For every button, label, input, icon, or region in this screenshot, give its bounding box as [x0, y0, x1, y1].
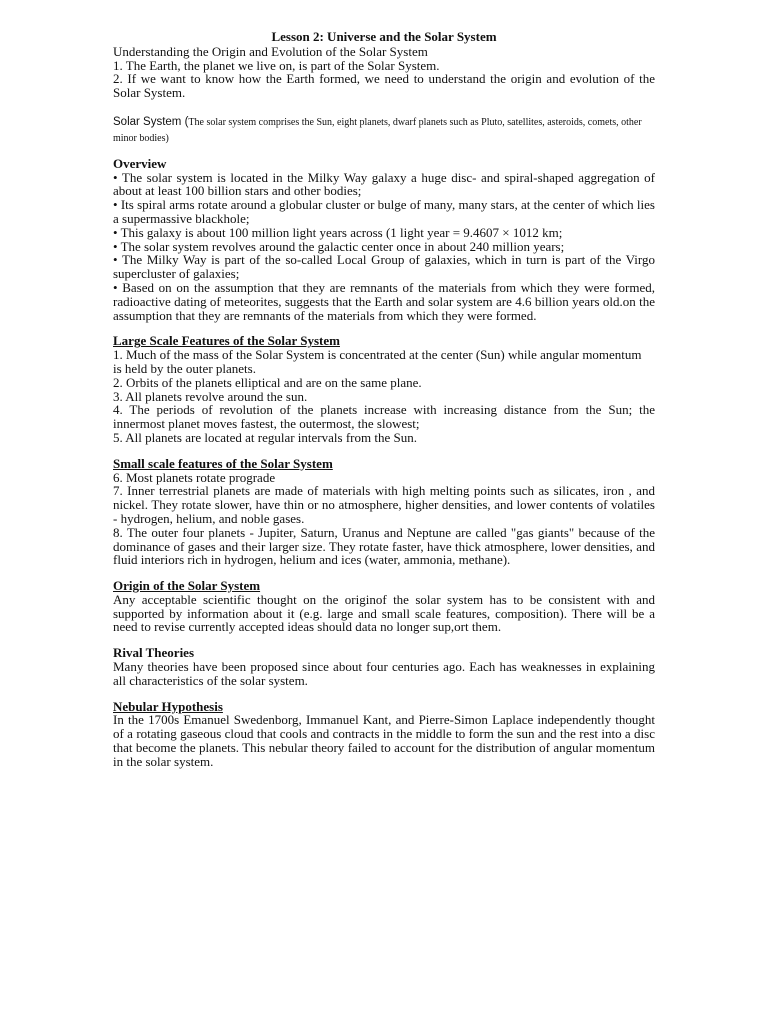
nebular-text: In the 1700s Emanuel Swedenborg, Immanuel Kant, and Pierre-Simon Laplace independently thought of a rotating gaseous cloud that cools and contracts in the middle to form the sun and the rest into a disc that become the planets. This nebular theory failed to account for the distribution of angular momentum in the solar system. [113, 712, 655, 769]
origin-text: Any acceptable scientific thought on the originof the solar system has to be consistent with and supported by information about it (e.g. large and small scale features, composition). There will be a need to revise currently accepted ideas should data no longer sup,ort them. [113, 591, 655, 635]
overview-item: • Its spiral arms rotate around a globular cluster or bulge of many, many stars, at the center of which lies a supermassive blackhole; [113, 197, 655, 226]
overview-item: • The solar system revolves around the galactic center once in about 240 million years; [113, 238, 565, 254]
large-scale-item: 1. Much of the mass of the Solar System is concentrated at the center (Sun) while angular momentum [113, 347, 642, 363]
overview-item: • The Milky Way is part of the so-called Local Group of galaxies, which in turn is part of the Virgo supercluster of galaxies; [113, 252, 655, 282]
small-scale-item: 6. Most planets rotate prograde [113, 469, 276, 485]
overview-item: • Based on on the assumption that they are remnants of the materials from which they were formed, radioactive dating of meteorites, suggests that the Earth and solar system are 4.6 billion years old.on the assumption that they are remnants of the materials from which they were formed. [113, 279, 655, 323]
solar-system-label: Solar System ( [113, 115, 189, 128]
large-scale-item: 3. All planets revolve around the sun. [113, 388, 308, 404]
solar-system-description: The solar system comprises the Sun, eight planets, dwarf planets such as Pluto, satellites, asteroids, comets, other minor bodies) [113, 116, 642, 144]
rival-heading: Rival Theories [113, 645, 195, 661]
large-scale-heading: Large Scale Features of the Solar System [113, 333, 340, 349]
small-scale-item: 7. Inner terrestrial planets are made of materials with high melting points such as silicates, iron , and nickel. They rotate slower, have thin or no atmosphere, higher densities, and lower contents of volatiles - hydrogen, helium, and noble gases. [113, 483, 655, 526]
overview-heading: Overview [113, 155, 167, 171]
intro-point-2: 2. If we want to know how the Earth formed, we need to understand the origin and evolution of the Solar System. [113, 71, 655, 101]
large-scale-item: 2. Orbits of the planets elliptical and are on the same plane. [113, 374, 422, 390]
intro-subtitle: Understanding the Origin and Evolution of the Solar System [113, 43, 428, 59]
page-title: Lesson 2: Universe and the Solar System [271, 29, 497, 44]
overview-item: • This galaxy is about 100 million light years across (1 light year = 9.4607 × 1012 km; [113, 224, 563, 240]
nebular-heading: Nebular Hypothesis [113, 698, 223, 714]
solar-system-definition [113, 114, 655, 145]
small-scale-item: 8. The outer four planets - Jupiter, Saturn, Uranus and Neptune are called "gas giants" because of the dominance of gases and their larger size. They rotate faster, have thick atmosphere, lower densities, and fluid interiors rich in hydrogen, helium and ices (water, ammonia, methane). [113, 524, 655, 568]
overview-item: • The solar system is located in the Milky Way galaxy a huge disc- and spiral-shaped aggregation of about at least 100 billion stars and other bodies; [113, 169, 655, 199]
intro-point-1: 1. The Earth, the planet we live on, is part of the Solar System. [113, 57, 440, 73]
origin-heading: Origin of the Solar System [113, 578, 261, 594]
small-scale-heading: Small scale features of the Solar System [113, 455, 333, 471]
large-scale-item: 5. All planets are located at regular intervals from the Sun. [113, 429, 417, 445]
rival-text: Many theories have been proposed since about four centuries ago. Each has weaknesses in explaining all characteristics of the solar system. [113, 659, 655, 688]
large-scale-item: 4. The periods of revolution of the planets increase with increasing distance from the Sun; the innermost planet moves fastest, the outermost, the slowest; [113, 402, 655, 432]
large-scale-item: is held by the outer planets. [113, 360, 256, 376]
